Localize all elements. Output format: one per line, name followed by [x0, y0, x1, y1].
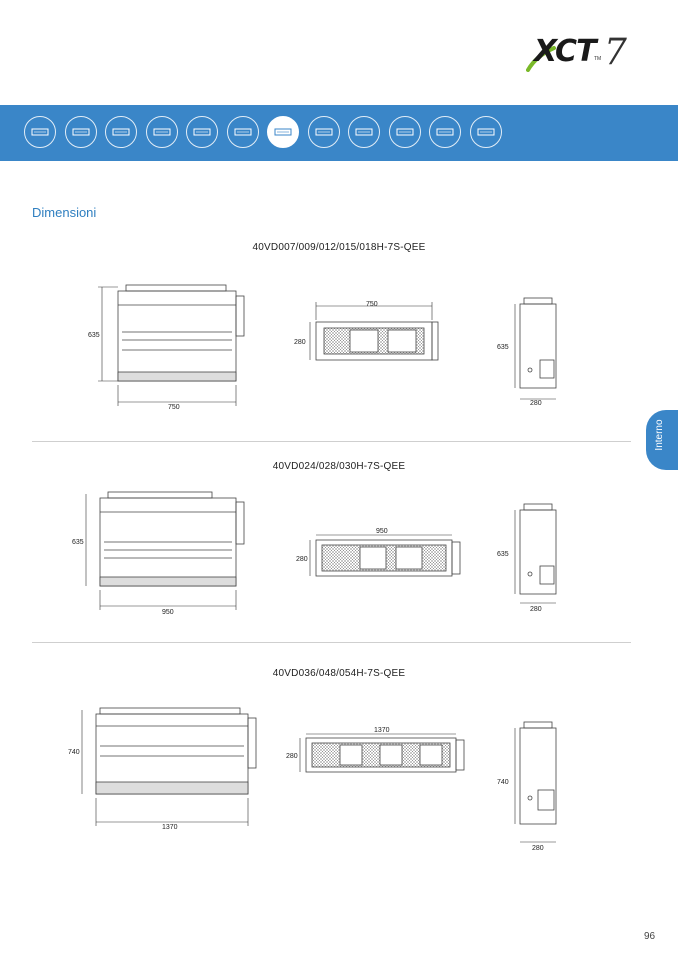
side-view-model-3 [520, 722, 556, 824]
front-height-label: 635 [88, 332, 100, 339]
side-height-label: 635 [497, 344, 509, 351]
bottom-view-model-2 [316, 540, 460, 576]
front-view-model-1 [118, 285, 244, 381]
side-view-model-1 [520, 298, 556, 388]
front-width-label: 1370 [162, 824, 178, 831]
side-depth-label: 280 [532, 845, 544, 852]
bottom-width-label: 950 [376, 528, 388, 535]
bottom-width-label: 750 [366, 301, 378, 308]
logo-text: XCT [534, 34, 596, 69]
bottom-view-model-1 [316, 322, 438, 360]
front-width-label: 750 [168, 404, 180, 411]
front-height-label: 740 [68, 749, 80, 756]
model-title-2: 40VD024/028/030H-7S-QEE [272, 461, 406, 472]
page-number: 96 [644, 931, 656, 942]
front-height-label: 635 [72, 539, 84, 546]
bottom-depth-label: 280 [286, 753, 298, 760]
side-view-model-2 [520, 504, 556, 594]
side-height-label: 635 [497, 551, 509, 558]
side-tab-label: Interno [654, 419, 665, 451]
side-depth-label: 280 [530, 606, 542, 613]
side-depth-label: 280 [530, 400, 542, 407]
logo-trademark: TM [594, 56, 602, 62]
bottom-view-model-3 [306, 738, 464, 772]
front-view-model-3 [96, 708, 256, 794]
front-view-model-2 [100, 492, 244, 586]
front-width-label: 950 [162, 609, 174, 616]
model-title-1: 40VD007/009/012/015/018H-7S-QEE [252, 242, 426, 253]
bottom-width-label: 1370 [374, 727, 390, 734]
bottom-depth-label: 280 [294, 339, 306, 346]
bottom-depth-label: 280 [296, 556, 308, 563]
section-title: Dimensioni [32, 205, 97, 220]
side-height-label: 740 [497, 779, 509, 786]
logo-number: 7 [604, 32, 627, 73]
model-title-3: 40VD036/048/054H-7S-QEE [272, 668, 406, 679]
